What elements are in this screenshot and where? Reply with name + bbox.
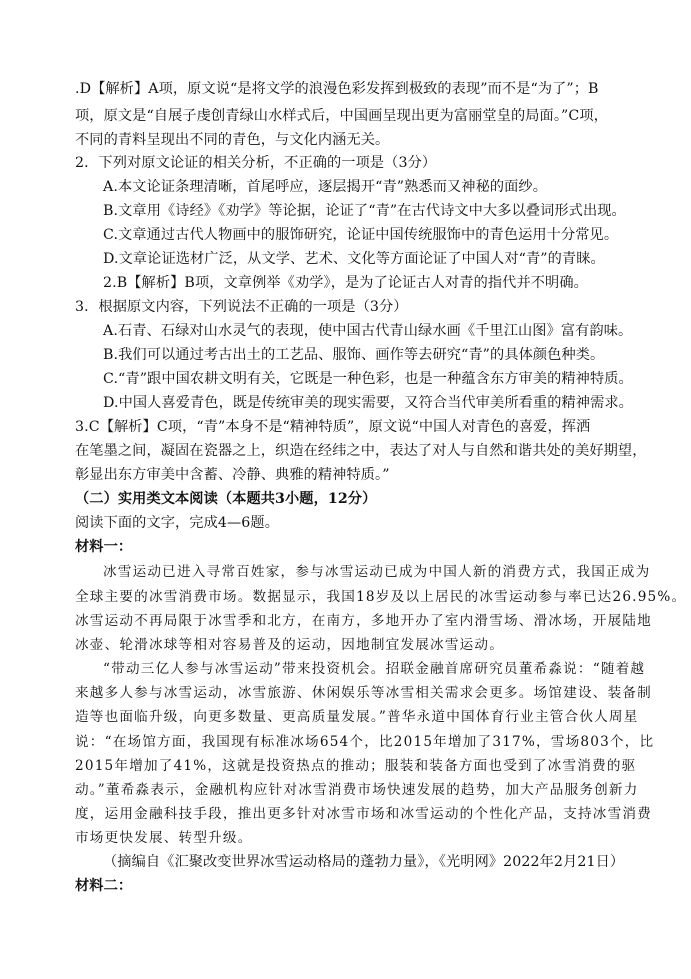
q3-option-b: B.我们可以通过考古出土的工艺品、服饰、画作等去研究“青”的具体颜色种类。	[103, 347, 605, 363]
material1-line-7: 造等也面临升级，向更多数量、更高质量发展。”普华永道中国体育行业主管合伙人周星	[75, 709, 639, 725]
material1-line-4: 冰壶、轮滑冰球等相对容易普及的运动，因地制宜发展冰雪运动。	[75, 637, 505, 653]
q3-stem: 3．根据原文内容，下列说法不正确的一项是（3分）	[75, 299, 408, 315]
q3-answer-line-2: 在笔墨之间，凝固在瓷器之上，织造在经纬之中，表达了对人与自然和谐共处的美好期望，	[75, 443, 647, 459]
material1-line-11: 度，运用金融科技手段，推出更多针对冰雪市场和冰雪运动的个性化产品，支持冰雪消费	[75, 806, 652, 822]
q1-answer-line-1: .D【解析】A项，原文说“是将文学的浪漫色彩发挥到极致的表现”而不是“为了”；B	[75, 81, 599, 97]
q3-answer-line-1: 3.C【解析】C项，“青”本身不是“精神特质”，原文说“中国人对青色的喜爱，挥洒	[75, 419, 591, 435]
q2-option-c: C.文章通过古代人物画中的服饰研究，论证中国传统服饰中的青色运用十分常见。	[103, 227, 619, 243]
q2-option-d: D.文章论证选材广泛，从文学、艺术、文化等方面论证了中国人对“青”的青睐。	[103, 251, 605, 267]
material2-label: 材料二：	[75, 878, 133, 894]
material1-line-5: “带动三亿人参与冰雪运动”带来投资机会。招联金融首席研究员董希淼说：“随着越	[103, 661, 646, 677]
q3-answer-line-3: 彰显出东方审美中含蓄、冷静、典雅的精神特质。”	[75, 467, 390, 483]
material1-line-12: 市场更快发展、转型升级。	[75, 830, 253, 846]
q3-option-a: A.石青、石绿对山水灵气的表现，使中国古代青山绿水画《千里江山图》富有韵味。	[103, 323, 633, 339]
q2-answer: 2.B【解析】B项，文章例举《劝学》，是为了论证古人对青的指代并不明确。	[103, 275, 588, 291]
material1-line-8: 说：“在场馆方面，我国现有标准冰场654个，比2015年增加了317%，雪场803个，比	[75, 734, 655, 750]
material1-line-6: 来越多人参与冰雪运动，冰雪旅游、休闲娱乐等冰雪相关需求会更多。场馆建设、装备制	[75, 685, 652, 701]
material1-line-3: 冰雪运动不再局限于冰雪季和北方，在南方，多地开办了室内滑雪场、滑冰场，开展陆地	[75, 613, 652, 629]
material1-line-2: 全球主要的冰雪消费市场。数据显示，我国18岁及以上居民的冰雪运动参与率已达26.95%。	[75, 589, 687, 605]
q3-option-d: D.中国人喜爱青色，既是传统审美的现实需要，又符合当代审美所看重的精神需求。	[103, 395, 633, 411]
q1-answer-line-3: 不同的青料呈现出不同的青色，与文化内涵无关。	[75, 132, 390, 148]
q2-option-b: B.文章用《诗经》《劝学》等论据，论证了“青”在古代诗文中大多以叠词形式出现。	[103, 203, 626, 219]
material1-line-10: 动。”董希淼表示，金融机构应针对冰雪消费市场快速发展的趋势，加大产品服务创新力	[75, 782, 639, 798]
q2-stem: 2．下列对原文论证的相关分析，不正确的一项是（3分）	[75, 155, 437, 171]
q3-option-c: C.“青”跟中国农耕文明有关，它既是一种色彩，也是一种蕴含东方审美的精神特质。	[103, 371, 633, 387]
section-heading: （二）实用类文本阅读（本题共3小题，12分）	[75, 491, 377, 507]
section-instruction: 阅读下面的文字，完成4—6题。	[75, 515, 279, 531]
q1-answer-line-2: 项，原文是“自展子虔创青绿山水样式后，中国画呈现出更为富丽堂皇的局面。”C项，	[75, 108, 608, 124]
material1-label: 材料一：	[75, 539, 133, 555]
q2-option-a: A.本文论证条理清晰，首尾呼应，逐层揭开“青”熟悉而又神秘的面纱。	[103, 179, 548, 195]
material1-line-9: 2015年增加了41%，这就是投资热点的推动；服装和装备方面也受到了冰雪消费的驱	[75, 758, 637, 774]
material1-line-1: 冰雪运动已进入寻常百姓家，参与冰雪运动已成为中国人新的消费方式，我国正成为	[103, 564, 651, 580]
material1-source: （摘编自《汇聚改变世界冰雪运动格局的蓬勃力量》，《光明网》2022年2月21日）	[103, 854, 625, 870]
